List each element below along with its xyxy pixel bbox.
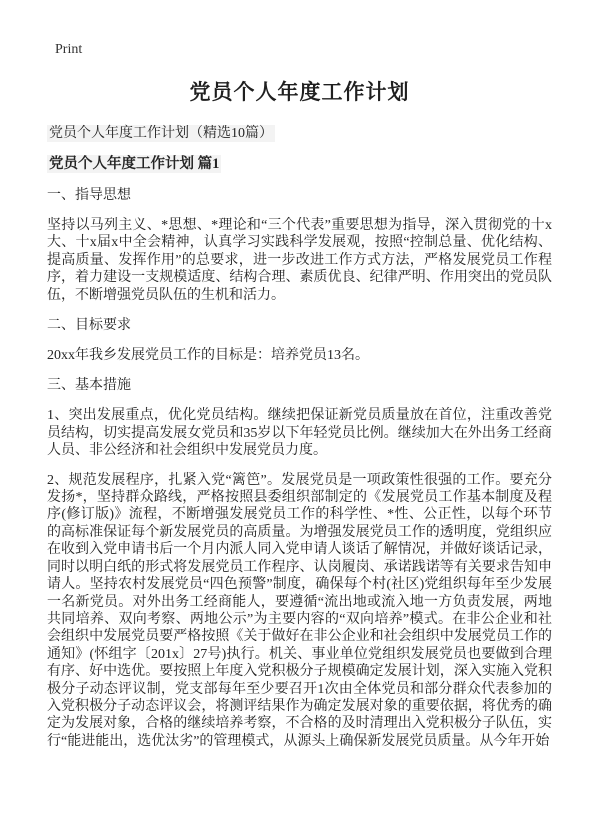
section-heading-guiding-ideology: 一、指导思想 — [47, 188, 131, 203]
document-subtitle: 党员个人年度工作计划（精选10篇） — [49, 126, 273, 141]
print-link[interactable]: Print — [55, 42, 83, 57]
section-heading-basic-measures: 三、基本措施 — [47, 378, 131, 394]
document-title: 党员个人年度工作计划 — [189, 80, 410, 104]
document-subtitle-row — [47, 124, 552, 143]
paragraph-target-requirements: 20xx年我乡发展党员工作的目标是：培养党员13名。 — [47, 348, 369, 364]
section-heading-target-requirements: 二、目标要求 — [47, 318, 131, 334]
paragraph-guiding-ideology: 坚持以马列主义、*思想、*理论和“三个代表”重要思想为指导，深入贯彻党的十x大、十x届x中全会精神，认真学习实践科学发展观，按照“控制总量、优化结构、提高质量、发挥作用”的总要求，进一步改进工作方式方法，严格发展党员工作程序，着力建设一支规模适度、结构合理、素质优良、纪律严明、作用突出的党员队伍，不断增强党员队伍的生机和活力。 — [47, 218, 552, 303]
paragraph-measure-2: 2、规范发展程序，扎紧入党“篱笆”。发展党员是一项政策性很强的工作。要充分发扬*，坚持群众路线，严格按照县委组织部制定的《发展党员工作基本制度及程序(修订版)》流程，不断增强发展党员工作的科学性、*性、公正性，以每个环节的高标准保证每个新发展党员的高质量。为增强发展党员工作的透明度，党组织应在收到入党申请书后一个月内派人同入党申请人谈话了解情况，并做好谈话记录，同时以明白纸的形式将发展党员工作程序、认岗履岗、承诺践诺等有关要求告知申请人。坚持农村发展党员“四色预警”制度，确保每个村(社区)党组织每年至少发展一名新党员。对外出务工经商能人，要遵循“流出地或流入地一方负责发展，两地共同培养、双向考察、两地公示”为主要内容的“双向培养”模式。在非公企业和社会组织中发展党员要严格按照《关于做好在非公企业和社会组织中发展党员工作的通知》(怀组字〔201x〕27号)执行。机关、事业单位党组织发展党员也要做到合理有序、好中选优。要按照上年度入党积极分子规模确定发展计划，深入实施入党积极分子动态评议制，党支部每年至少要召开1次由全体党员和部分群众代表参加的入党积极分子动态评议会，将测评结果作为确定发展对象的重要依据，将优秀的确定为发展对象，合格的继续培养考察，不合格的及时清理出入党积极分子队伍，实行“能进能出，选优汰劣”的管理模式，从源头上确保新发展党员质量。从今年开始 — [47, 472, 552, 749]
article-1-heading: 党员个人年度工作计划 篇1 — [49, 156, 220, 172]
article-1-heading-row — [47, 154, 552, 174]
paragraph-measure-1: 1、突出发展重点，优化党员结构。继续把保证新党员质量放在首位，注重改善党员结构，切实提高发展女党员和35岁以下年轻党员比例。继续加大在外出务工经商人员、非公经济和社会组织中发展党员力度。 — [47, 408, 552, 459]
